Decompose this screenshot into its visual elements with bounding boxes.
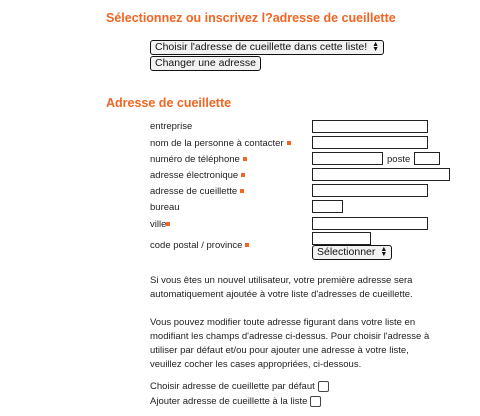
change-address-button[interactable]: Changer une adresse <box>150 56 261 71</box>
city-label: ville <box>150 219 170 230</box>
address-select-value: Choisir l'adresse de cueillette dans cette liste! <box>155 41 368 53</box>
add-address-checkbox[interactable] <box>310 396 321 407</box>
phone-label: numéro de téléphone <box>150 154 247 165</box>
select-section-title: Sélectionnez ou inscrivez l?adresse de cueillette <box>106 11 396 25</box>
required-icon <box>287 141 291 145</box>
default-address-label: Choisir adresse de cueillette par défaut <box>150 381 315 393</box>
address-select[interactable] <box>150 40 384 55</box>
default-address-option <box>150 381 329 392</box>
office-input[interactable] <box>312 200 343 213</box>
required-icon <box>166 222 170 226</box>
province-select[interactable] <box>312 245 392 260</box>
postal-code-input[interactable] <box>312 232 371 245</box>
add-address-option <box>150 396 321 407</box>
phone-input[interactable] <box>312 152 383 165</box>
modify-address-info: Vous pouvez modifier toute adresse figurant dans votre liste en modifiant les champs d'adresse ci-dessus. Pour choisir l'adresse à utiliser par défaut et/ou pour ajouter une adresse à votre liste, veuillez cocher les cases appropriées, ci-dessous. <box>150 317 430 370</box>
address-label: adresse de cueillette <box>150 186 244 197</box>
extension-label: poste <box>387 154 411 165</box>
add-address-label: Ajouter adresse de cueillette à la liste <box>150 396 308 408</box>
required-icon <box>245 243 249 247</box>
required-icon <box>241 173 245 177</box>
extension-input[interactable] <box>414 152 440 165</box>
postal-province-label: code postal / province <box>150 240 249 251</box>
required-icon <box>240 189 244 193</box>
email-input[interactable] <box>312 168 450 181</box>
email-label: adresse électronique <box>150 170 245 181</box>
default-address-checkbox[interactable] <box>318 381 329 392</box>
new-user-info: Si vous êtes un nouvel utilisateur, votre première adresse sera automatiquement ajoutée à votre liste d'adresses de cueillette. <box>150 275 413 300</box>
company-label: entreprise <box>150 121 193 132</box>
province-select-value: Sélectionner <box>317 246 376 258</box>
company-input[interactable] <box>312 120 428 133</box>
form-section-title: Adresse de cueillette <box>106 96 232 110</box>
city-input[interactable] <box>312 217 428 230</box>
office-label: bureau <box>150 202 180 213</box>
contact-name-label: nom de la personne à contacter <box>150 138 291 149</box>
select-arrows-icon: ▲ ▼ <box>372 41 380 54</box>
address-input[interactable] <box>312 184 428 197</box>
required-icon <box>243 157 247 161</box>
select-arrows-icon: ▲ ▼ <box>380 246 388 259</box>
contact-name-input[interactable] <box>312 136 428 149</box>
